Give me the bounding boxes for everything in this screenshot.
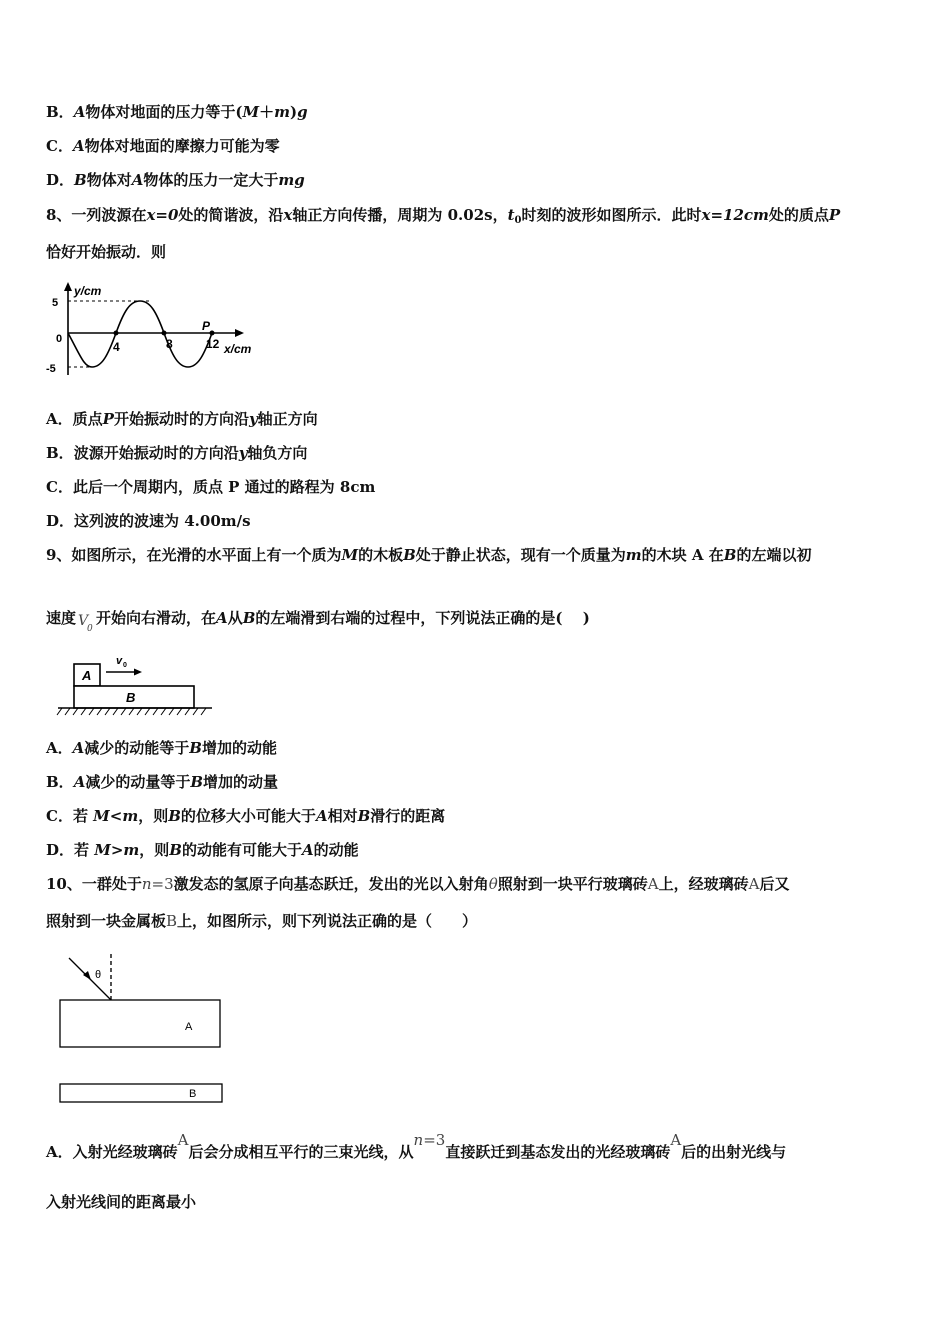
q9-option-d: D．若 M>m，则B的动能有可能大于A的动能 (46, 841, 359, 859)
wave-point-p (210, 331, 215, 336)
wave-tick-12: 12 (206, 337, 220, 351)
glass-plate-a (60, 1000, 220, 1047)
q8-stem-line2: 恰好开始振动．则 (46, 243, 167, 261)
q10-option-a-line2: 入射光线间的距离最小 (46, 1193, 197, 1211)
wave-point-4 (114, 331, 119, 336)
board-b-label: B (126, 690, 136, 705)
q8-option-d: D．这列波的波速为 4.00m/s (46, 512, 251, 530)
q8-option-a: A．质点P开始振动时的方向沿y轴正方向 (46, 410, 318, 428)
wave-y-arrow (64, 282, 72, 291)
q8-stem-line1: 8、一列波源在x=0处的简谐波，沿x轴正方向传播，周期为 0.02s，$t_0$时刻的波形如图所示．此时x=12cm处的质点P (46, 206, 841, 226)
wave-y-min: -5 (46, 363, 56, 375)
q7-option-b: B．A物体对地面的压力等于(M＋m)g (46, 103, 308, 121)
q9-option-b: B．A减少的动量等于B增加的动量 (46, 773, 279, 791)
block-a-label: A (82, 668, 92, 683)
q9-option-c: C．若 M<m，则B的位移大小可能大于A相对B滑行的距离 (46, 807, 446, 825)
q10-stem-line1: 10、一群处于n=3激发态的氢原子向基态跃迁，发出的光以入射角θ照射到一块平行玻璃砖A上，经玻璃砖A后又 (46, 875, 790, 893)
wave-curve (68, 301, 212, 367)
plate-b-label: B (189, 1088, 197, 1100)
wave-x-arrow (235, 329, 244, 337)
velocity-label: v (116, 655, 123, 667)
wave-y-max: 5 (52, 297, 59, 309)
wave-y-label: y/cm (74, 284, 102, 298)
q9-stem-line1: 9、如图所示，在光滑的水平面上有一个质为M的木板B处于静止状态，现有一个质量为m的木块 A 在B的左端以初 (46, 546, 812, 564)
wave-point-p-label: P (202, 319, 211, 333)
q7-option-c: C．A物体对地面的摩擦力可能为零 (46, 137, 280, 155)
velocity-sub: 0 (123, 662, 127, 669)
q8-option-c: C．此后一个周期内，质点 P 通过的路程为 8cm (46, 478, 376, 496)
wave-tick-8: 8 (166, 337, 173, 351)
q10-stem-line2: 照射到一块金属板B上，如图所示，则下列说法正确的是（ ） (46, 912, 478, 930)
wave-point-8 (162, 331, 167, 336)
q10-optics-figure (55, 952, 230, 1107)
wave-origin: 0 (56, 333, 63, 345)
q9-stem-line2: 速度 V 0 开始向右滑动，在A从B的左端滑到右端的过程中，下列说法正确的是( ) (46, 609, 590, 634)
q10-option-a-line1: A．入射光经玻璃砖A后会分成相互平行的三束光线，从n=3直接跃迁到基态发出的光经玻璃砖A后的出射光线与 (46, 1131, 787, 1161)
wave-tick-4: 4 (113, 340, 120, 354)
velocity-arrowhead (134, 669, 142, 676)
ground-hatch (57, 708, 206, 715)
q9-option-a: A．A减少的动能等于B增加的动能 (46, 739, 277, 757)
q8-wave-figure (40, 280, 270, 380)
q8-option-b: B．波源开始振动时的方向沿y轴负方向 (46, 444, 308, 462)
plate-a-label: A (185, 1021, 193, 1033)
metal-plate-b (60, 1084, 222, 1102)
angle-label: θ (95, 969, 102, 981)
q7-option-d: D．B物体对A物体的压力一定大于mg (46, 171, 305, 189)
q9-block-figure (52, 650, 222, 722)
wave-x-label: x/cm (224, 342, 252, 356)
